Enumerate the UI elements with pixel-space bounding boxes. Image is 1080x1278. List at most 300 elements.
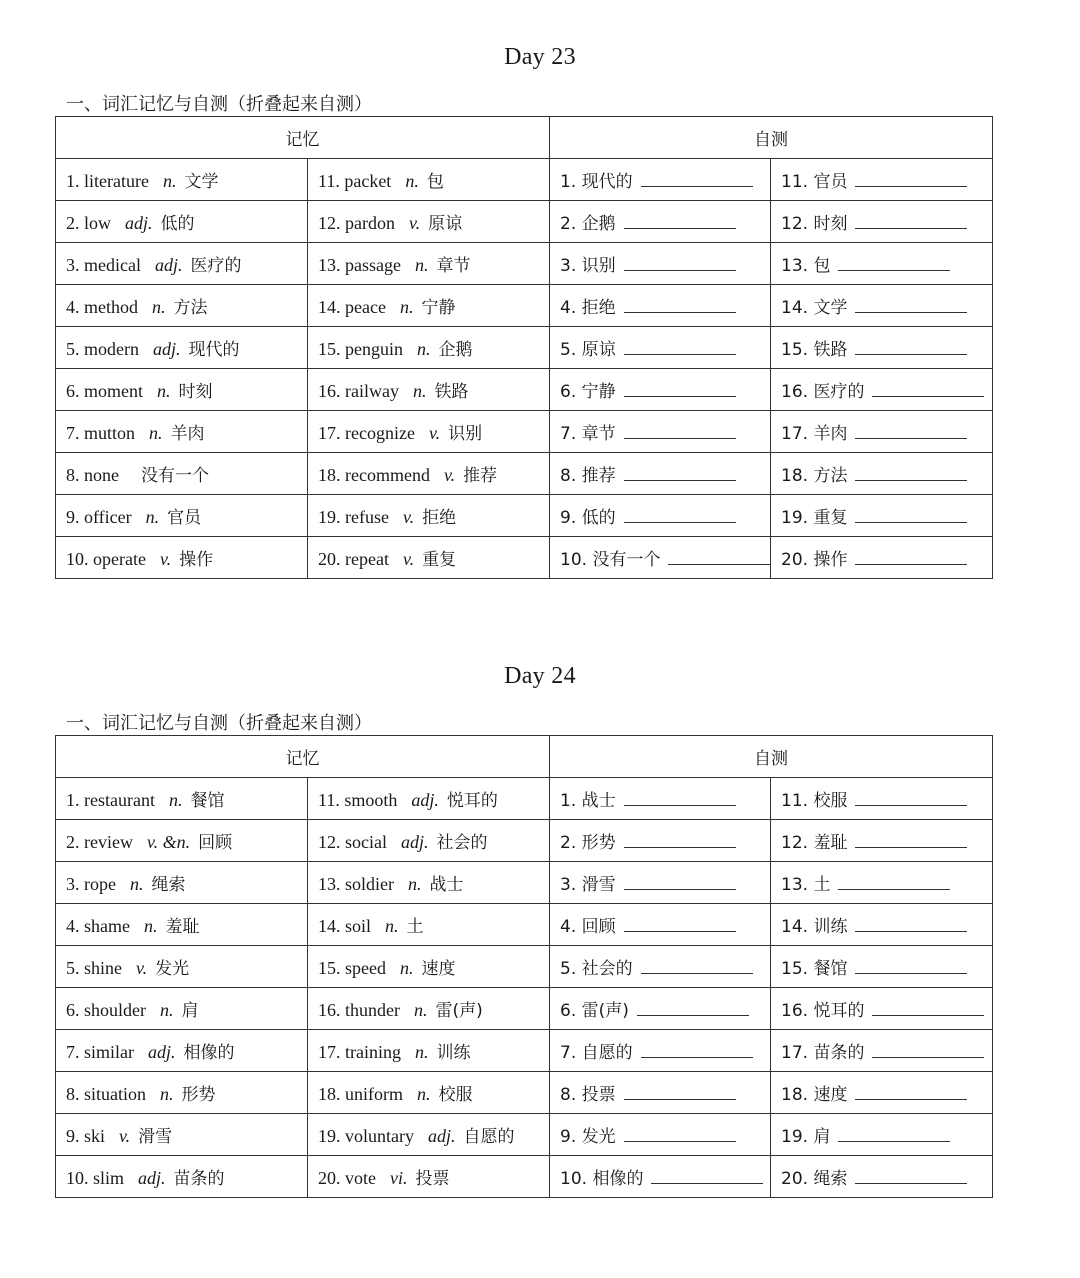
section-heading: 一、词汇记忆与自测（折叠起来自测） bbox=[66, 713, 372, 734]
entry-part-of-speech: adj. bbox=[152, 339, 181, 359]
entry-meaning: 投票 bbox=[415, 1169, 450, 1189]
answer-blank[interactable] bbox=[872, 1041, 984, 1058]
entry-part-of-speech: adj. bbox=[411, 790, 439, 810]
vocab-entry bbox=[66, 1000, 146, 1021]
memory-cell bbox=[56, 243, 308, 285]
vocab-entry bbox=[318, 1084, 403, 1105]
vocab-entry bbox=[66, 1168, 124, 1189]
entry-number: 16. bbox=[318, 381, 341, 401]
selftest-cell bbox=[771, 453, 993, 495]
memory-cell bbox=[56, 1156, 308, 1198]
entry-word: penguin bbox=[345, 339, 403, 359]
selftest-cell bbox=[550, 369, 771, 411]
vocab-entry bbox=[66, 381, 143, 402]
answer-blank[interactable] bbox=[641, 170, 753, 187]
selftest-prompt: 15. 铁路 bbox=[781, 340, 848, 360]
table-row bbox=[56, 904, 993, 946]
vocab-entry bbox=[66, 465, 119, 486]
entry-meaning: 餐馆 bbox=[190, 791, 225, 811]
answer-blank[interactable] bbox=[838, 1125, 950, 1142]
memory-cell bbox=[308, 946, 550, 988]
selftest-prompt: 1. 战士 bbox=[560, 791, 616, 811]
entry-number: 11. bbox=[318, 790, 340, 810]
entry-meaning: 羞耻 bbox=[165, 917, 200, 937]
memory-header: 记忆 bbox=[56, 736, 550, 778]
entry-number: 19. bbox=[318, 507, 341, 527]
entry-part-of-speech: n. bbox=[408, 874, 422, 894]
entry-word: situation bbox=[84, 1084, 146, 1104]
selftest-cell bbox=[550, 904, 771, 946]
answer-blank[interactable] bbox=[624, 831, 736, 848]
entry-word: mutton bbox=[84, 423, 136, 443]
entry-meaning: 形势 bbox=[181, 1085, 216, 1105]
selftest-cell bbox=[550, 201, 771, 243]
vocab-entry bbox=[66, 1084, 146, 1105]
answer-blank[interactable] bbox=[637, 999, 749, 1016]
entry-number: 13. bbox=[318, 255, 341, 275]
memory-cell bbox=[56, 904, 308, 946]
entry-part-of-speech: adj. bbox=[428, 1126, 456, 1146]
memory-cell bbox=[308, 285, 550, 327]
entry-number: 7. bbox=[66, 1042, 80, 1062]
entry-part-of-speech: n. bbox=[385, 916, 399, 936]
memory-cell bbox=[308, 1114, 550, 1156]
selftest-cell bbox=[771, 1156, 993, 1198]
selftest-prompt: 10. 相像的 bbox=[560, 1169, 644, 1189]
entry-number: 17. bbox=[318, 1042, 341, 1062]
selftest-prompt: 11. 官员 bbox=[781, 172, 848, 192]
vocab-entry bbox=[318, 507, 389, 528]
entry-meaning: 土 bbox=[406, 917, 424, 937]
memory-cell bbox=[308, 201, 550, 243]
entry-word: rope bbox=[84, 874, 116, 894]
entry-number: 19. bbox=[318, 1126, 341, 1146]
day-title: Day 24 bbox=[504, 663, 576, 689]
entry-word: uniform bbox=[345, 1084, 403, 1104]
selftest-cell bbox=[550, 862, 771, 904]
memory-cell bbox=[56, 159, 308, 201]
vocab-entry bbox=[318, 255, 401, 276]
entry-meaning: 绳索 bbox=[151, 875, 186, 895]
answer-blank[interactable] bbox=[624, 464, 736, 481]
entry-part-of-speech: n. bbox=[417, 339, 431, 359]
answer-blank[interactable] bbox=[855, 1083, 967, 1100]
selftest-prompt: 17. 羊肉 bbox=[781, 424, 848, 444]
entry-word: soldier bbox=[345, 874, 394, 894]
answer-blank[interactable] bbox=[855, 422, 967, 439]
entry-meaning: 悦耳的 bbox=[446, 791, 498, 811]
entry-word: restaurant bbox=[84, 790, 155, 810]
entry-part-of-speech: adj. bbox=[148, 1042, 176, 1062]
answer-blank[interactable] bbox=[624, 873, 736, 890]
entry-number: 3. bbox=[66, 874, 80, 894]
table-row bbox=[56, 159, 993, 201]
selftest-cell bbox=[771, 159, 993, 201]
vocab-entry bbox=[66, 297, 138, 318]
memory-cell bbox=[308, 862, 550, 904]
selftest-prompt: 14. 文学 bbox=[781, 298, 848, 318]
answer-blank[interactable] bbox=[651, 1167, 763, 1184]
selftest-cell bbox=[550, 820, 771, 862]
entry-number: 2. bbox=[66, 213, 80, 233]
memory-cell bbox=[56, 820, 308, 862]
entry-part-of-speech: v. &n. bbox=[146, 832, 191, 852]
selftest-prompt: 6. 雷(声) bbox=[560, 1001, 629, 1021]
entry-number: 15. bbox=[318, 958, 341, 978]
answer-blank[interactable] bbox=[624, 338, 736, 355]
selftest-cell bbox=[771, 243, 993, 285]
selftest-cell bbox=[550, 1030, 771, 1072]
selftest-cell bbox=[550, 1114, 771, 1156]
entry-meaning: 校服 bbox=[438, 1085, 473, 1105]
entry-meaning: 速度 bbox=[421, 959, 456, 979]
entry-number: 18. bbox=[318, 1084, 341, 1104]
entry-part-of-speech: v. bbox=[428, 423, 441, 443]
entry-number: 6. bbox=[66, 381, 80, 401]
selftest-cell bbox=[550, 946, 771, 988]
answer-blank[interactable] bbox=[624, 254, 736, 271]
vocab-entry bbox=[66, 255, 141, 276]
entry-word: modern bbox=[84, 339, 139, 359]
selftest-prompt: 9. 发光 bbox=[560, 1127, 616, 1147]
selftest-prompt: 15. 餐馆 bbox=[781, 959, 848, 979]
answer-blank[interactable] bbox=[624, 422, 736, 439]
entry-number: 9. bbox=[66, 507, 80, 527]
vocab-entry bbox=[66, 423, 135, 444]
entry-word: packet bbox=[344, 171, 392, 191]
vocab-entry bbox=[318, 1126, 414, 1147]
vocab-entry bbox=[318, 790, 397, 811]
table-row bbox=[56, 411, 993, 453]
answer-blank[interactable] bbox=[624, 380, 736, 397]
entry-meaning: 训练 bbox=[436, 1043, 471, 1063]
vocab-entry bbox=[66, 1126, 105, 1147]
entry-number: 1. bbox=[66, 790, 80, 810]
memory-header: 记忆 bbox=[56, 117, 550, 159]
selftest-prompt: 3. 滑雪 bbox=[560, 875, 616, 895]
entry-number: 3. bbox=[66, 255, 80, 275]
memory-cell bbox=[56, 495, 308, 537]
entry-meaning: 推荐 bbox=[463, 466, 498, 486]
entry-word: similar bbox=[84, 1042, 134, 1062]
memory-cell bbox=[308, 820, 550, 862]
entry-word: review bbox=[84, 832, 133, 852]
entry-word: pardon bbox=[345, 213, 395, 233]
answer-blank[interactable] bbox=[855, 296, 967, 313]
selftest-prompt: 17. 苗条的 bbox=[781, 1043, 865, 1063]
memory-cell bbox=[56, 369, 308, 411]
memory-cell bbox=[56, 1072, 308, 1114]
entry-meaning: 官员 bbox=[167, 508, 202, 528]
answer-blank[interactable] bbox=[855, 506, 967, 523]
entry-word: peace bbox=[345, 297, 386, 317]
selftest-cell bbox=[771, 327, 993, 369]
entry-word: literature bbox=[84, 171, 149, 191]
entry-part-of-speech: adj. bbox=[154, 255, 183, 275]
entry-meaning: 拒绝 bbox=[422, 508, 457, 528]
vocab-entry bbox=[318, 423, 415, 444]
entry-number: 4. bbox=[66, 916, 80, 936]
answer-blank[interactable] bbox=[624, 915, 736, 932]
vocab-entry bbox=[318, 916, 371, 937]
memory-cell bbox=[56, 778, 308, 820]
table-row bbox=[56, 369, 993, 411]
entry-word: shine bbox=[84, 958, 122, 978]
memory-cell bbox=[56, 988, 308, 1030]
memory-cell bbox=[56, 327, 308, 369]
memory-cell bbox=[56, 1114, 308, 1156]
entry-part-of-speech: n. bbox=[405, 171, 419, 191]
answer-blank[interactable] bbox=[624, 1125, 736, 1142]
entry-meaning: 羊肉 bbox=[170, 424, 205, 444]
entry-number: 9. bbox=[66, 1126, 80, 1146]
memory-cell bbox=[56, 862, 308, 904]
answer-blank[interactable] bbox=[668, 548, 770, 565]
entry-part-of-speech: n. bbox=[160, 1084, 174, 1104]
selftest-prompt: 18. 方法 bbox=[781, 466, 848, 486]
memory-cell bbox=[308, 495, 550, 537]
selftest-prompt: 19. 重复 bbox=[781, 508, 848, 528]
memory-cell bbox=[56, 201, 308, 243]
answer-blank[interactable] bbox=[838, 873, 950, 890]
selftest-prompt: 20. 操作 bbox=[781, 550, 848, 570]
entry-word: ski bbox=[84, 1126, 106, 1146]
vocab-entry bbox=[66, 549, 146, 570]
selftest-cell bbox=[550, 159, 771, 201]
entry-meaning: 滑雪 bbox=[138, 1127, 173, 1147]
selftest-cell bbox=[550, 537, 771, 579]
memory-cell bbox=[56, 453, 308, 495]
selftest-prompt: 14. 训练 bbox=[781, 917, 848, 937]
entry-word: social bbox=[345, 832, 387, 852]
vocab-entry bbox=[318, 1000, 400, 1021]
entry-number: 12. bbox=[318, 832, 341, 852]
answer-blank[interactable] bbox=[855, 915, 967, 932]
entry-word: speed bbox=[345, 958, 386, 978]
entry-word: none bbox=[84, 465, 119, 485]
entry-number: 8. bbox=[66, 465, 80, 485]
selftest-prompt: 6. 宁静 bbox=[560, 382, 616, 402]
entry-meaning: 社会的 bbox=[436, 833, 488, 853]
entry-meaning: 包 bbox=[426, 172, 444, 192]
entry-meaning: 没有一个 bbox=[141, 466, 209, 486]
answer-blank[interactable] bbox=[624, 296, 736, 313]
entry-meaning: 宁静 bbox=[421, 298, 456, 318]
entry-part-of-speech: n. bbox=[417, 1084, 431, 1104]
vocab-entry bbox=[66, 790, 155, 811]
selftest-cell bbox=[771, 1030, 993, 1072]
day-title: Day 23 bbox=[504, 44, 576, 70]
selftest-cell bbox=[771, 1072, 993, 1114]
entry-meaning: 方法 bbox=[173, 298, 208, 318]
selftest-header: 自测 bbox=[550, 736, 993, 778]
entry-word: shoulder bbox=[84, 1000, 146, 1020]
answer-blank[interactable] bbox=[855, 338, 967, 355]
entry-part-of-speech: n. bbox=[399, 297, 414, 317]
entry-number: 2. bbox=[66, 832, 80, 852]
entry-meaning: 企鹅 bbox=[438, 340, 473, 360]
selftest-prompt: 2. 企鹅 bbox=[560, 214, 616, 234]
selftest-cell bbox=[771, 1114, 993, 1156]
vocab-entry bbox=[318, 958, 386, 979]
selftest-prompt: 16. 悦耳的 bbox=[781, 1001, 865, 1021]
answer-blank[interactable] bbox=[855, 957, 967, 974]
selftest-prompt: 5. 原谅 bbox=[560, 340, 616, 360]
entry-part-of-speech: n. bbox=[145, 507, 160, 527]
entry-word: soil bbox=[345, 916, 372, 936]
answer-blank[interactable] bbox=[641, 957, 753, 974]
table-row bbox=[56, 862, 993, 904]
entry-word: recognize bbox=[345, 423, 415, 443]
entry-word: recommend bbox=[345, 465, 430, 485]
entry-part-of-speech: v. bbox=[136, 958, 148, 978]
memory-cell bbox=[56, 285, 308, 327]
entry-word: refuse bbox=[345, 507, 389, 527]
selftest-cell bbox=[550, 778, 771, 820]
answer-blank[interactable] bbox=[855, 548, 967, 565]
entry-meaning: 肩 bbox=[181, 1001, 199, 1021]
selftest-cell bbox=[550, 1156, 771, 1198]
entry-word: slim bbox=[93, 1168, 125, 1188]
entry-part-of-speech: adj. bbox=[138, 1168, 166, 1188]
entry-part-of-speech: v. bbox=[402, 549, 415, 569]
entry-number: 17. bbox=[318, 423, 341, 443]
answer-blank[interactable] bbox=[855, 464, 967, 481]
answer-blank[interactable] bbox=[872, 999, 984, 1016]
answer-blank[interactable] bbox=[838, 254, 950, 271]
entry-part-of-speech: n. bbox=[412, 381, 427, 401]
answer-blank[interactable] bbox=[624, 789, 736, 806]
vocab-entry bbox=[66, 832, 133, 853]
selftest-cell bbox=[771, 369, 993, 411]
entry-number: 13. bbox=[318, 874, 341, 894]
entry-number: 7. bbox=[66, 423, 80, 443]
entry-meaning: 相像的 bbox=[183, 1043, 235, 1063]
entry-meaning: 战士 bbox=[429, 875, 464, 895]
answer-blank[interactable] bbox=[624, 1083, 736, 1100]
entry-part-of-speech: n. bbox=[168, 790, 183, 810]
entry-meaning: 低的 bbox=[160, 214, 195, 234]
entry-meaning: 回顾 bbox=[198, 833, 233, 853]
memory-cell bbox=[308, 411, 550, 453]
entry-number: 6. bbox=[66, 1000, 80, 1020]
entry-meaning: 铁路 bbox=[434, 382, 469, 402]
vocab-entry bbox=[66, 213, 111, 234]
table-row bbox=[56, 495, 993, 537]
entry-word: low bbox=[84, 213, 111, 233]
entry-number: 11. bbox=[318, 171, 340, 191]
entry-part-of-speech: n. bbox=[157, 381, 171, 401]
entry-word: railway bbox=[345, 381, 399, 401]
selftest-cell bbox=[771, 285, 993, 327]
entry-word: training bbox=[345, 1042, 401, 1062]
answer-blank[interactable] bbox=[872, 380, 984, 397]
selftest-cell bbox=[550, 243, 771, 285]
entry-meaning: 文学 bbox=[184, 172, 219, 192]
entry-meaning: 医疗的 bbox=[190, 256, 242, 276]
vocab-entry bbox=[318, 381, 399, 402]
entry-number: 10. bbox=[66, 549, 89, 569]
answer-blank[interactable] bbox=[855, 212, 967, 229]
memory-cell bbox=[308, 159, 550, 201]
entry-meaning: 现代的 bbox=[188, 340, 240, 360]
selftest-prompt: 9. 低的 bbox=[560, 508, 616, 528]
vocab-table bbox=[55, 735, 993, 1198]
entry-meaning: 苗条的 bbox=[173, 1169, 225, 1189]
entry-number: 14. bbox=[318, 297, 341, 317]
memory-cell bbox=[308, 537, 550, 579]
memory-cell bbox=[56, 411, 308, 453]
answer-blank[interactable] bbox=[855, 1167, 967, 1184]
selftest-prompt: 12. 羞耻 bbox=[781, 833, 848, 853]
vocab-entry bbox=[318, 874, 394, 895]
vocab-entry bbox=[318, 1042, 401, 1063]
vocab-entry bbox=[318, 549, 389, 570]
memory-cell bbox=[308, 1156, 550, 1198]
answer-blank[interactable] bbox=[624, 506, 736, 523]
entry-number: 18. bbox=[318, 465, 341, 485]
vocab-entry bbox=[66, 171, 149, 192]
vocab-entry bbox=[66, 916, 130, 937]
table-row bbox=[56, 946, 993, 988]
answer-blank[interactable] bbox=[855, 831, 967, 848]
vocab-entry bbox=[318, 1168, 376, 1189]
vocab-entry bbox=[318, 339, 403, 360]
selftest-prompt: 10. 没有一个 bbox=[560, 550, 661, 570]
entry-part-of-speech: n. bbox=[129, 874, 144, 894]
entry-number: 1. bbox=[66, 171, 80, 191]
answer-blank[interactable] bbox=[641, 1041, 753, 1058]
selftest-prompt: 4. 拒绝 bbox=[560, 298, 616, 318]
answer-blank[interactable] bbox=[855, 789, 967, 806]
selftest-prompt: 11. 校服 bbox=[781, 791, 848, 811]
selftest-prompt: 4. 回顾 bbox=[560, 917, 616, 937]
entry-word: moment bbox=[84, 381, 143, 401]
entry-number: 10. bbox=[66, 1168, 89, 1188]
entry-part-of-speech: n. bbox=[162, 171, 177, 191]
entry-part-of-speech: n. bbox=[149, 423, 163, 443]
table-row bbox=[56, 1030, 993, 1072]
selftest-header: 自测 bbox=[550, 117, 993, 159]
entry-number: 12. bbox=[318, 213, 341, 233]
entry-part-of-speech: n. bbox=[413, 1000, 428, 1020]
memory-cell bbox=[56, 946, 308, 988]
table-row bbox=[56, 1072, 993, 1114]
selftest-cell bbox=[771, 862, 993, 904]
memory-cell bbox=[308, 453, 550, 495]
entry-part-of-speech: adj. bbox=[401, 832, 429, 852]
vocab-entry bbox=[318, 297, 386, 318]
selftest-prompt: 3. 识别 bbox=[560, 256, 616, 276]
selftest-cell bbox=[771, 904, 993, 946]
answer-blank[interactable] bbox=[624, 212, 736, 229]
entry-part-of-speech: v. bbox=[408, 213, 421, 233]
selftest-prompt: 7. 自愿的 bbox=[560, 1043, 633, 1063]
selftest-cell bbox=[550, 1072, 771, 1114]
selftest-prompt: 20. 绳索 bbox=[781, 1169, 848, 1189]
entry-word: thunder bbox=[345, 1000, 400, 1020]
entry-part-of-speech: v. bbox=[119, 1126, 131, 1146]
entry-word: passage bbox=[345, 255, 401, 275]
answer-blank[interactable] bbox=[855, 170, 967, 187]
table-row bbox=[56, 778, 993, 820]
selftest-cell bbox=[771, 495, 993, 537]
memory-cell bbox=[308, 778, 550, 820]
memory-cell bbox=[308, 369, 550, 411]
entry-part-of-speech: n. bbox=[399, 958, 414, 978]
entry-word: operate bbox=[93, 549, 146, 569]
selftest-cell bbox=[550, 327, 771, 369]
